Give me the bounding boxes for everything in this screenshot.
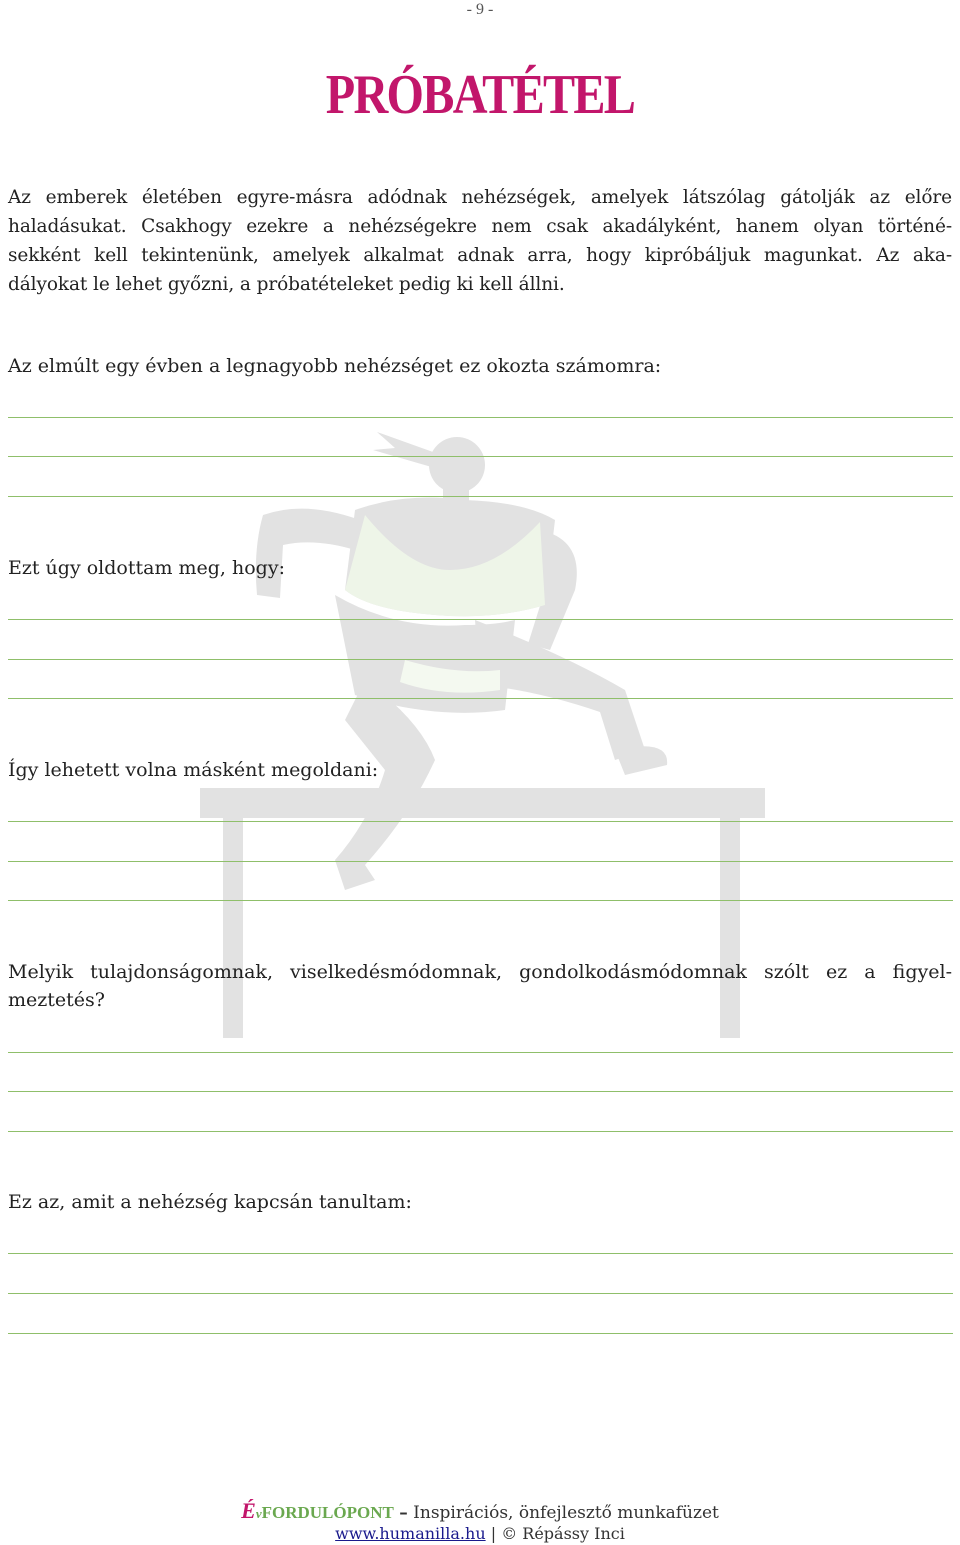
question-2: Ezt úgy oldottam meg, hogy: bbox=[8, 557, 285, 579]
footer-dash: – bbox=[399, 1503, 408, 1523]
answer-line[interactable] bbox=[8, 619, 953, 620]
question-1: Az elmúlt egy évben a legnagyobb nehézséget ez okozta számomra: bbox=[8, 355, 662, 377]
question-4-line-1: Melyik tulajdonságomnak, viselkedésmódomnak, gondolkodásmódomnak szólt ez a figyel- bbox=[8, 961, 952, 983]
question-3: Így lehetett volna másként megoldani: bbox=[8, 759, 379, 781]
question-5: Ez az, amit a nehézség kapcsán tanultam: bbox=[8, 1191, 412, 1213]
answer-line[interactable] bbox=[8, 1253, 953, 1254]
intro-line: haladásukat. Csakhogy ezekre a nehézségekre nem csak akadályként, hanem olyan történé- bbox=[8, 216, 952, 237]
page-title: PRÓBATÉTEL bbox=[325, 64, 635, 126]
brand-logo-e: É bbox=[241, 1498, 256, 1523]
answer-line[interactable] bbox=[8, 861, 953, 862]
footer-subtitle: Inspirációs, önfejlesztő munkafüzet bbox=[413, 1503, 719, 1523]
hurdler-silhouette-icon bbox=[195, 420, 770, 1045]
answer-line[interactable] bbox=[8, 417, 953, 418]
answer-line[interactable] bbox=[8, 821, 953, 822]
intro-line: dályokat le lehet győzni, a próbatételeket pedig ki kell állni. bbox=[8, 274, 565, 295]
answer-line[interactable] bbox=[8, 698, 953, 699]
intro-paragraph bbox=[8, 183, 952, 299]
answer-line[interactable] bbox=[8, 1091, 953, 1092]
answer-line[interactable] bbox=[8, 1052, 953, 1053]
website-link[interactable]: www.humanilla.hu bbox=[335, 1524, 486, 1543]
answer-line[interactable] bbox=[8, 1333, 953, 1334]
answer-line[interactable] bbox=[8, 1293, 953, 1294]
footer-separator: | bbox=[490, 1524, 497, 1543]
brand-logo-v: v bbox=[255, 1506, 262, 1521]
question-4-line-2: meztetés? bbox=[8, 989, 105, 1011]
answer-line[interactable] bbox=[8, 900, 953, 901]
answer-line[interactable] bbox=[8, 496, 953, 497]
intro-line: sekként kell tekintenünk, amelyek alkalmat adnak arra, hogy kipróbáljuk magunkat. Az aka- bbox=[8, 245, 952, 266]
answer-line[interactable] bbox=[8, 456, 953, 457]
intro-line: Az emberek életében egyre-másra adódnak nehézségek, amelyek látszólag gátolják az előre bbox=[8, 187, 952, 208]
answer-line[interactable] bbox=[8, 1131, 953, 1132]
page-number: - 9 - bbox=[466, 1, 494, 18]
footer-brand-line bbox=[0, 1500, 960, 1525]
answer-line[interactable] bbox=[8, 659, 953, 660]
brand-name: FORDULÓPONT bbox=[261, 1503, 394, 1522]
footer-credits bbox=[0, 1523, 960, 1545]
copyright: © Répássy Inci bbox=[501, 1524, 625, 1543]
